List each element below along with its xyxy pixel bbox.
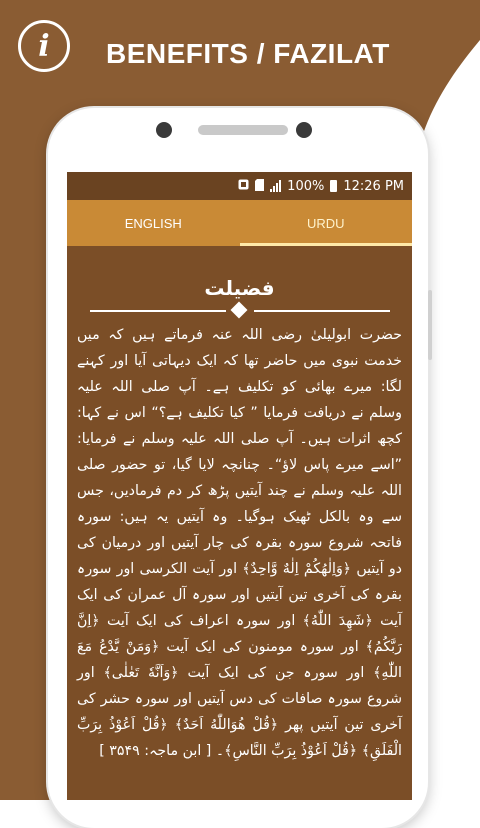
status-bar (67, 172, 412, 200)
battery-percent: 100% (287, 178, 325, 194)
benefit-text: حضرت ابولیلیٰ رضی اللہ عنہ فرماتے ہیں کہ میں خدمت نبوی میں حاضر تھا کہ ایک دیہاتی آیا اور کہنے لگا: میرے بھائی کو تکلیف ہے۔ آپ صلی اللہ علیہ وسلم نے دریافت فرمایا ” کیا تکلیف ہے؟“ اس نے کہا: کچھ اثرات ہیں۔ آپ صلی اللہ علیہ وسلم نے فرمایا: ”اسے میرے پاس لاؤ“۔ چنانچہ لایا گیا، تو حضور صلی اللہ علیہ وسلم نے چند آیتیں پڑھ کر دم فرمادیں، جس سے وہ بالکل ٹھیک ہوگیا۔ وہ آیتیں یہ ہیں: سورہ فاتحہ شروع سورہ بقرہ کی چار آیتیں اور درمیان کی دو آیتیں ﴿وَاِلٰهُكُمْ اِلٰهٌ وَّاحِدٌ﴾ اور آیت الکرسی اور سورہ بقرہ کی آخری تین آیتیں اور سورہ آل عمران کی ایک آیت ﴿شَهِدَ اللّٰهُ﴾ اور سورہ اعراف کی ایک آیت ﴿اِنَّ رَبَّكُمُ﴾ اور سورہ مومنون کی ایک آیت ﴿وَمَنْ يَّدْعُ مَعَ اللّٰهِ﴾ اور سورہ جن کی ایک آیت ﴿وَاَنَّهٗ تَعٰلٰى﴾ اور شروع سورہ صافات کی دس آیتیں اور سورہ حشر کی آخری تین آیتیں پھر ﴿قُلْ هُوَاللّٰهُ اَحَدٌ﴾ ﴿قُلْ اَعُوْذُ بِرَبِّ الْفَلَقِ﴾ ﴿قُلْ اَعُوْذُ بِرَبِّ النَّاسِ﴾۔ [ ابن ماجہ: ۳۵۴۹ ] (77, 327, 402, 759)
info-icon-glyph: i (38, 28, 50, 64)
language-tabs (67, 200, 412, 246)
front-sensor-icon (296, 122, 312, 138)
divider-line-right (254, 310, 390, 312)
heading-divider (90, 304, 390, 318)
tab-english[interactable]: ENGLISH (124, 215, 182, 231)
earpiece-speaker (198, 125, 288, 135)
sim-icon (255, 179, 264, 194)
phone-side-button (428, 290, 432, 360)
app-screen (67, 172, 412, 800)
signal-icon (270, 180, 281, 192)
front-camera-icon (156, 122, 172, 138)
banner-title: BENEFITS / FAZILAT (106, 38, 390, 69)
info-icon[interactable] (18, 20, 70, 72)
status-time: 12:26 PM (343, 178, 404, 194)
content-heading: فضیلت (204, 276, 275, 300)
divider-line-left (90, 310, 226, 312)
battery-icon (330, 180, 337, 192)
divider-ornament-icon (230, 302, 247, 319)
header-banner (0, 0, 480, 110)
tab-urdu[interactable]: URDU (240, 200, 413, 246)
content-area (67, 246, 412, 800)
notification-icon (238, 179, 249, 193)
